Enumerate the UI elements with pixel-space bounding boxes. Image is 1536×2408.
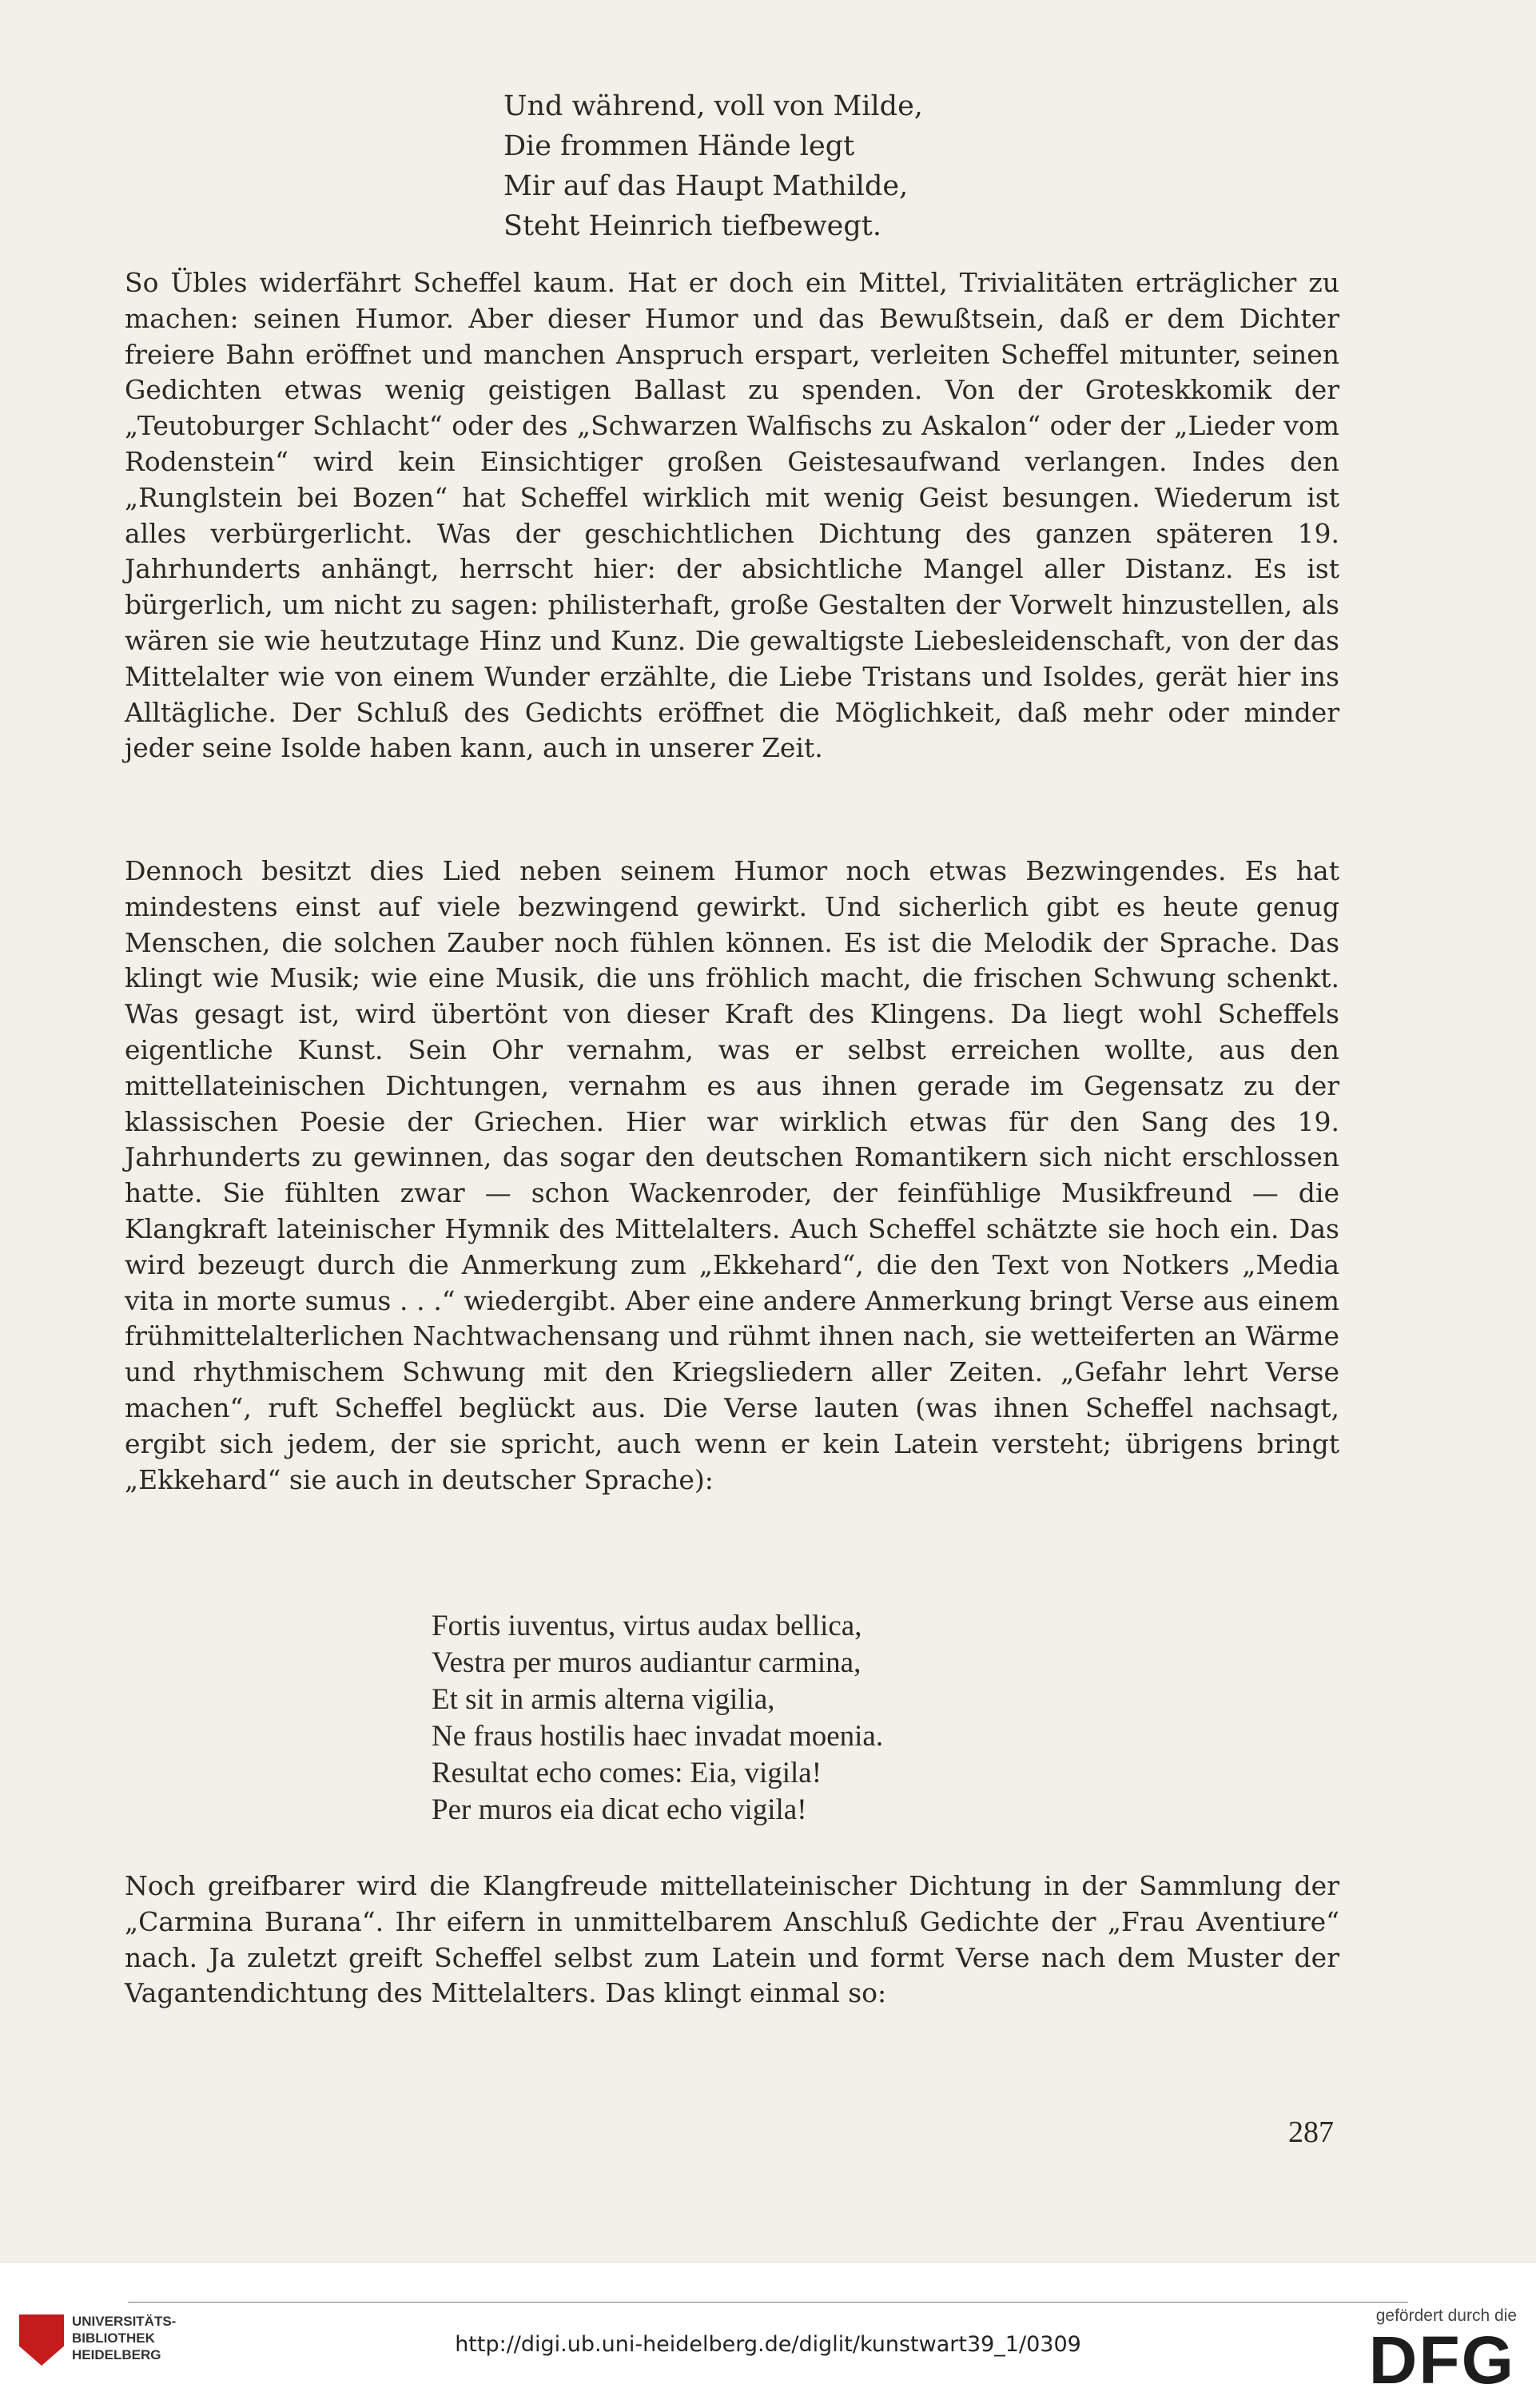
poem-german [503,86,923,246]
poem-line: Resultat echo comes: Eia, vigila! [432,1757,822,1789]
paragraph-carmina-burana: Noch greifbarer wird die Klangfreude mittellateinischer Dichtung in der Sammlung der „Carmina Burana“. Ihr eifern in unmittelbarem Anschluß Gedichte der „Frau Aventiure“ nach. Ja zuletzt greift Scheffel selbst zum Latein und formt Verse nach dem Muster der Vagantendichtung des Mittelalters. Das klingt einmal so: [125,1870,1339,2009]
source-url-link[interactable]: http://digi.ub.uni-heidelberg.de/diglit/kunstwart39_1/0309 [455,2332,1081,2357]
poem-line: Per muros eia dicat echo vigila! [432,1793,807,1826]
poem-line: Und während, voll von Milde, [503,90,923,122]
funding-caption: gefördert durch die [1375,2307,1517,2325]
poem-line: Die frommen Hände legt [503,130,855,162]
paragraph-humor: So Übles widerfährt Scheffel kaum. Hat er doch ein Mittel, Trivialitäten erträglicher zu machen: seinen Humor. Aber dieser Humor und das Bewußtsein, daß er dem Dichter freiere Bahn eröffnet und manchen Anspruch erspart, verleiten Scheffel mitunter, seinen Gedichten etwas wenig geistigen Ballast zu spenden. Von der Groteskkomik der „Teutoburger Schlacht“ oder des „Schwarzen Walfischs zu Askalon“ oder der „Lieder vom Rodenstein“ wird kein Einsichtiger großen Geistesaufwand verlangen. Indes den „Runglstein bei Bozen“ hat Scheffel wirklich mit wenig Geist besungen. Wiederum ist alles verbürgerlicht. Was der geschichtlichen Dichtung des ganzen späteren 19. Jahrhunderts anhängt, herrscht hier: der absichtliche Mangel aller Distanz. Es ist bürgerlich, um nicht zu sagen: philisterhaft, große Gestalten der Vorwelt hinzustellen, als wären sie wie heutzutage Hinz und Kunz. Die gewaltigste Liebesleidenschaft, von der das Mittelalter wie von einem Wunder erzählte, die Liebe Tristans und Isoldes, gerät hier ins Alltägliche. Der Schluß des Gedichts eröffnet die Möglichkeit, daß mehr oder minder jeder seine Isolde haben kann, auch in unserer Zeit. [125,267,1339,764]
poem-line: Fortis iuventus, virtus audax bellica, [432,1610,862,1642]
poem-line: Vestra per muros audiantur carmina, [432,1646,862,1679]
dfg-logo[interactable]: DFG [1368,2322,1515,2398]
library-name: UNIVERSITÄTS- BIBLIOTHEK HEIDELBERG [72,2314,177,2362]
poem-line: Steht Heinrich tiefbewegt. [503,210,881,242]
footer-divider [128,2302,1408,2303]
poem-line: Et sit in armis alterna vigilia, [432,1683,775,1716]
paragraph-melodik: Dennoch besitzt dies Lied neben seinem Humor noch etwas Bezwingendes. Es hat mindestens einst auf viele bezwingend gewirkt. Und sicherlich gibt es heute genug Menschen, die solchen Zauber noch fühlen können. Es ist die Melodik der Sprache. Das klingt wie Musik; wie eine Musik, die uns fröhlich macht, die frischen Schwung schenkt. Was gesagt ist, wird übertönt von dieser Kraft des Klingens. Da liegt wohl Scheffels eigentliche Kunst. Sein Ohr vernahm, was er selbst erreichen wollte, aus den mittellateinischen Dichtungen, vernahm es aus ihnen gerade im Gegensatz zu der klassischen Poesie der Griechen. Hier war wirklich etwas für den Sang des 19. Jahrhunderts zu gewinnen, das sogar den deutschen Romantikern sich nicht erschlossen hatte. Sie fühlten zwar — schon Wackenroder, der feinfühlige Musikfreund — die Klangkraft lateinischer Hymnik des Mittelalters. Auch Scheffel schätzte sie hoch ein. Das wird bezeugt durch die Anmerkung zum „Ekkehard“, die den Text von Notkers „Media vita in morte sumus . . .“ wiedergibt. Aber eine andere Anmerkung bringt Verse aus einem frühmittelalterlichen Nachtwachensang und rühmt ihnen nach, sie wetteiferten an Wärme und rhythmischem Schwung mit den Kriegsliedern aller Zeiten. „Gefahr lehrt Verse machen“, ruft Scheffel beglückt aus. Die Verse lauten (was ihnen Scheffel nachsagt, ergibt sich jedem, der sie spricht, auch wenn er kein Latein versteht; übrigens bringt „Ekkehard“ sie auch in deutscher Sprache): [125,855,1339,1495]
poem-line: Ne fraus hostilis haec invadat moenia. [432,1720,884,1753]
poem-latin [432,1608,883,1829]
page-number: 287 [1288,2115,1334,2149]
poem-line: Mir auf das Haupt Mathilde, [503,170,909,202]
